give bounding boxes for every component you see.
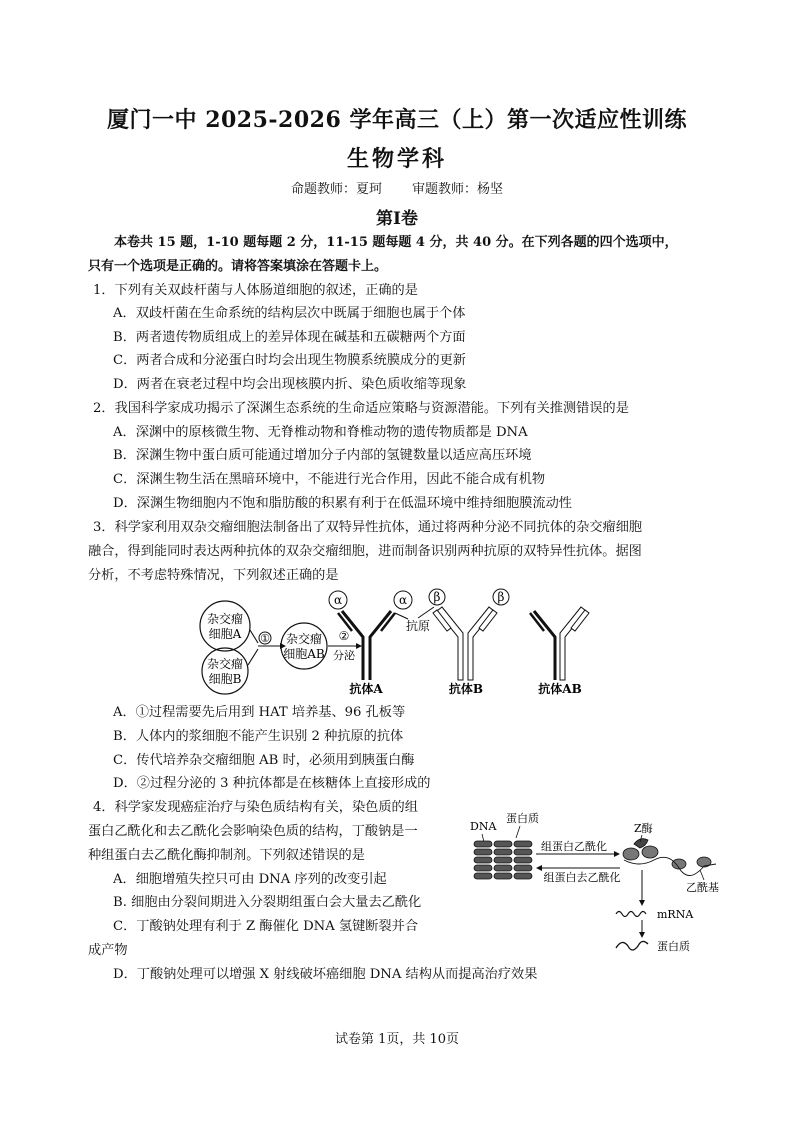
beta-label-right: β — [497, 590, 505, 604]
question-1-stem: 1．下列有关双歧杆菌与人体肠道细胞的叙述，正确的是 — [93, 283, 418, 298]
translation-arrowhead — [639, 932, 645, 938]
mrna-label: mRNA — [657, 908, 694, 921]
q4-option-c: C．丁酸钠处理有利于 Z 酶催化 DNA 氢键断裂并合 — [113, 919, 419, 934]
beta-label-left: β — [433, 590, 441, 604]
question-4-stem: 4．科学家发现癌症治疗与染色质结构有关，染色质的组 — [93, 800, 418, 815]
acetyl-pointer — [700, 870, 704, 880]
transcription-arrowhead — [639, 900, 645, 906]
step-1-label: ① — [260, 632, 270, 645]
antibody-a-label: 抗体A — [349, 682, 383, 695]
exam-title: 厦门一中 2025-2026 学年高三（上）第一次适应性训练 — [107, 107, 687, 133]
alpha-label-left: α — [333, 593, 343, 607]
deacetylation-arrowhead — [536, 865, 542, 871]
q2-option-c: C．深渊生物生活在黑暗环境中，不能进行光合作用，因此不能合成有机物 — [113, 472, 546, 487]
hybridoma-cell-ab — [281, 623, 327, 669]
q1-option-d: D．两者在衰老过程中均会出现核膜内折、染色质收缩等现象 — [113, 377, 467, 392]
page-footer: 试卷第 1页，共 10页 — [334, 1032, 460, 1047]
antibody-ab-shape — [530, 607, 589, 680]
cell-ab-label-2: 细胞AB — [283, 647, 325, 661]
protein-shape — [616, 941, 648, 950]
figure-4-chromatin-diagram — [464, 808, 724, 958]
q3-option-a: A．①过程需要先后用到 HAT 培养基、96 孔板等 — [113, 705, 406, 720]
figure-3-antibody-diagram — [196, 585, 596, 695]
hybridoma-cell-a — [200, 601, 250, 651]
q2-option-a: A．深渊中的原核微生物、无脊椎动物和脊椎动物的遗传物质都是 DNA — [113, 425, 528, 440]
q2-option-b: B．深渊生物中蛋白质可能通过增加分子内部的氢键数量以适应高压环境 — [113, 448, 532, 463]
secrete-arrowhead — [356, 643, 362, 649]
authors-line — [0, 178, 794, 197]
antibody-ab-label: 抗体AB — [538, 682, 582, 695]
instructions-line-1: 本卷共 15 题，1-10 题每题 2 分，11-15 题每题 4 分，共 40 分。在下列各题的四个选项中， — [114, 235, 678, 250]
acetylation-arrowhead — [614, 851, 620, 857]
antigen-label: 抗原 — [405, 619, 431, 633]
compact-chromatin — [474, 841, 532, 879]
antibody-b-label: 抗体B — [448, 682, 484, 695]
volume-heading: 第Ⅰ卷 — [376, 209, 418, 229]
q4-option-b: B. 细胞由分裂间期进入分裂期组蛋白会大量去乙酰化 — [113, 895, 422, 910]
question-4-stem-line-2: 蛋白乙酰化和去乙酰化会影响染色质的结构，丁酸钠是一 — [88, 824, 418, 839]
protein-top-label: 蛋白质 — [506, 812, 539, 825]
question-4-stem-line-3: 种组蛋白去乙酰化酶抑制剂。下列叙述错误的是 — [88, 848, 365, 863]
z-enzyme-label: Z酶 — [634, 822, 653, 835]
q3-option-d: D．②过程分泌的 3 种抗体都是在核糖体上直接形成的 — [113, 776, 431, 791]
q2-option-d: D．深渊生物细胞内不饱和脂肪酸的积累有利于在低温环境中维持细胞膜流动性 — [113, 496, 572, 511]
reviewer-name: 审题教师：杨坚 — [412, 182, 504, 197]
q1-option-b: B．两者遗传物质组成上的差异体现在碱基和五碳糖两个方面 — [113, 330, 466, 345]
cell-b-label-1: 杂交瘤 — [206, 657, 244, 671]
q4-option-a: A．细胞增殖失控只可由 DNA 序列的改变引起 — [113, 872, 387, 887]
q4-option-c-continued: 成产物 — [88, 943, 128, 958]
question-3-stem: 3．科学家利用双杂交瘤细胞法制备出了双特异性抗体，通过将两种分泌不同抗体的杂交瘤细胞 — [93, 520, 643, 535]
cell-b-label-2: 细胞B — [208, 672, 242, 686]
alpha-label-right: α — [398, 593, 408, 607]
q1-option-c: C．两者合成和分泌蛋白时均会出现生物膜系统膜成分的更新 — [113, 353, 466, 368]
protein-label: 蛋白质 — [657, 940, 690, 953]
q3-option-c: C．传代培养杂交瘤细胞 AB 时，必须用到胰蛋白酶 — [113, 753, 415, 768]
acetylation-label: 组蛋白乙酰化 — [541, 840, 607, 853]
hybridoma-cell-b — [202, 648, 248, 694]
step-2-label: ② — [338, 629, 350, 643]
instructions-line-2: 只有一个选项是正确的。请将答案填涂在答题卡上。 — [88, 259, 388, 274]
q1-option-a: A．双歧杆菌在生命系统的结构层次中既属于细胞也属于个体 — [113, 306, 466, 321]
cell-a-label-2: 细胞A — [208, 627, 242, 641]
subject-title: 生物学科 — [346, 146, 447, 172]
question-3-stem-line-2: 融合，得到能同时表达两种抗体的双杂交瘤细胞，进而制备识别两种抗原的双特异性抗体。据图 — [88, 544, 642, 559]
cell-ab-label-1: 杂交瘤 — [285, 632, 323, 646]
mrna-strand — [616, 912, 646, 917]
setter-name: 命题教师：夏珂 — [290, 182, 382, 197]
question-2-stem: 2．我国科学家成功揭示了深渊生态系统的生命适应策略与资源潜能。下列有关推测错误的是 — [93, 401, 629, 416]
q3-option-b: B．人体内的浆细胞不能产生识别 2 种抗原的抗体 — [113, 729, 404, 744]
acetyl-label: 乙酰基 — [686, 881, 719, 894]
deacetylation-label: 组蛋白去乙酰化 — [543, 871, 621, 884]
dna-label: DNA — [470, 820, 497, 833]
secrete-label: 分泌 — [333, 649, 355, 662]
antibody-b-shape — [433, 607, 497, 680]
cell-a-label-1: 杂交瘤 — [206, 612, 244, 626]
q4-option-d: D．丁酸钠处理可以增强 X 射线破坏癌细胞 DNA 结构从而提高治疗效果 — [113, 967, 538, 982]
question-3-stem-line-3: 分析，不考虑特殊情况，下列叙述正确的是 — [88, 568, 339, 583]
